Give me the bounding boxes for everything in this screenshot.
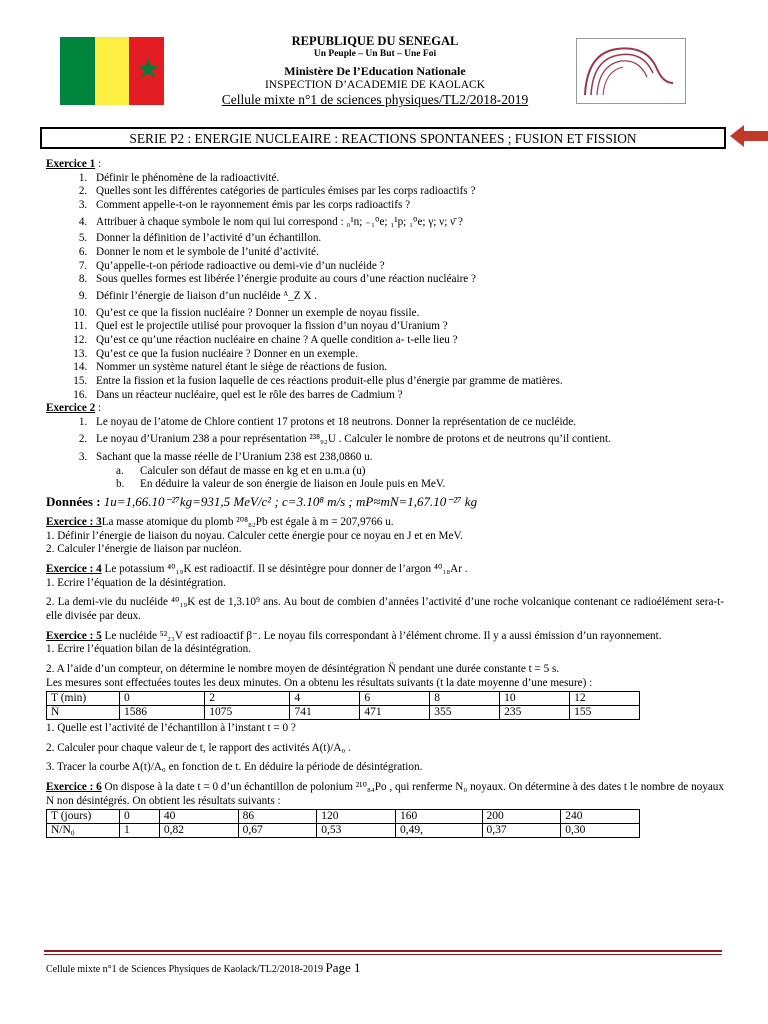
exercise-5-q5: 3. Tracer la courbe A(t)/A₀ en fonction de t. En déduire la période de désintégration. — [46, 761, 423, 774]
exercise-6-heading: Exercice : 6 — [46, 781, 102, 794]
table-cell: 0 — [120, 810, 160, 824]
table-row — [47, 824, 640, 838]
exercise-5-q1: 1. Ecrire l’équation bilan de la désintégration. — [46, 643, 252, 656]
exercise-5-q2b: Les mesures sont effectuées toutes les deux minutes. On a obtenu les résultats suivants (t la date moyenne d’une mesure) : — [46, 676, 593, 689]
list-item: 2. Le noyau d’Uranium 238 a pour représentation ²³⁸₉₂U . Calculer le nombre de protons et de neutrons qu’il contient. — [90, 433, 724, 447]
exercise-4-q2: 2. La demi-vie du nucléide ⁴⁰₁₉K est de 1,3.10⁹ ans. Au bout de combien d’années l’activité d’une roche volcanique contenant ce radioélément sera-t-elle divisée par deux. — [46, 596, 724, 622]
table-row — [47, 706, 640, 720]
table-cell: 40 — [159, 810, 238, 824]
exercise-3-heading: Exercice : 3 — [46, 515, 102, 528]
exercise-4-intro: Le potassium ⁴⁰₁₉K est radioactif. Il se désintègre pour donner de l’argon ⁴⁰₁₈Ar . — [101, 562, 468, 575]
table-cell: 0 — [120, 692, 205, 706]
table-cell: 0,49, — [396, 824, 482, 838]
list-item: 7. Qu’appelle-t-on période radioactive ou demi-vie d’un nucléide ? — [90, 260, 724, 274]
arrow-left-icon — [730, 125, 768, 147]
exercise-2-sub-a: a. Calculer son défaut de masse en kg et en u.m.a (u) — [116, 464, 366, 477]
exercise-5-q3: 1. Quelle est l’activité de l’échantillon à l’instant t = 0 ? — [46, 722, 296, 735]
exercise-2-data — [46, 494, 724, 510]
flag-yellow-band — [95, 37, 161, 105]
flag-green-band — [60, 37, 95, 105]
table-cell: N/N₀ — [47, 824, 120, 838]
list-item: 1. Le noyau de l’atome de Chlore contient 17 protons et 18 neutrons. Donner la représentation de ce nucléide. — [90, 416, 724, 430]
page-footer — [46, 960, 361, 976]
exercise-4-heading: Exercice : 4 — [46, 562, 102, 575]
header-motto: Un Peuple – Un But – Une Foi — [313, 49, 437, 60]
list-item: 13. Qu’est ce que la fusion nucléaire ? Donner en un exemple. — [90, 348, 724, 362]
data-values: 1u=1,66.10⁻²⁷kg=931,5 MeV/c² ; c=3.10⁸ m/s ; mP≈mN=1,67.10⁻²⁷ kg — [103, 494, 478, 510]
list-item: 6. Donner le nom et le symbole de l’unité d’activité. — [90, 246, 724, 260]
star-icon: ★ — [135, 54, 161, 85]
list-item: 15. Entre la fission et la fusion laquelle de ces réactions produit-elle plus d’énergie par gramme de matières. — [90, 375, 724, 389]
header-cell: Cellule mixte n°1 de sciences physiques/TL2/2018-2019 — [221, 92, 529, 108]
table-cell: 155 — [570, 706, 640, 720]
table-row — [47, 810, 640, 824]
exercise-5-intro: Le nucléide ⁵²₂₃V est radioactif β⁻. Le noyau fils correspondant à l’élément chrome. Il y a aussi émission d’un rayonnement. — [104, 629, 662, 642]
list-item: 12. Qu’est ce qu’une réaction nucléaire en chaine ? A quelle condition a- t-elle lieu ? — [90, 334, 724, 348]
table-cell: 0,30 — [561, 824, 640, 838]
senegal-flag — [60, 37, 164, 105]
list-item: 9. Définir l’énergie de liaison d’un nucléide ᴬ_Z X . — [90, 290, 724, 304]
exercise-5-q4: 2. Calculer pour chaque valeur de t, le rapport des activités A(t)/A₀ . — [46, 741, 351, 754]
exercise-5-intro-line — [46, 630, 724, 644]
table-cell: 8 — [430, 692, 500, 706]
table-cell: 0,53 — [317, 824, 396, 838]
list-item: 3. Comment appelle-t-on le rayonnement émis par les corps radioactifs ? — [90, 199, 724, 213]
exercise-3-intro-line — [46, 516, 724, 530]
table-cell: T (jours) — [47, 810, 120, 824]
footer-rule-thin — [44, 954, 722, 955]
exercise-3-q2: 2. Calculer l’énergie de liaison par nucléon. — [46, 543, 242, 556]
exercise-2-list — [46, 416, 724, 465]
exercise-2-heading: Exercice 2 — [46, 402, 96, 415]
list-item: 1. Définir le phénomène de la radioactivité. — [90, 172, 724, 186]
page-number: Page 1 — [325, 960, 361, 975]
exercise-5-table — [46, 691, 640, 720]
list-item: 3. Sachant que la masse réelle de l’Uranium 238 est 238,0860 u. — [90, 451, 724, 465]
table-cell: 10 — [500, 692, 570, 706]
data-label: Données : — [46, 494, 101, 510]
table-cell: 355 — [430, 706, 500, 720]
list-item: 2. Quelles sont les différentes catégories de particules émises par les corps radioactifs ? — [90, 185, 724, 199]
table-cell: 4 — [290, 692, 360, 706]
exercise-6-table — [46, 809, 640, 838]
footer-text: Cellule mixte n°1 de Sciences Physiques de Kaolack/TL2/2018-2019 — [46, 964, 326, 975]
list-item: 5. Donner la définition de l’activité d’un échantillon. — [90, 232, 724, 246]
exercise-3-q1: 1. Définir l’énergie de liaison du noyau. Calculer cette énergie pour ce noyau en J et en MeV. — [46, 529, 463, 542]
header-country: REPUBLIQUE DU SENEGAL — [291, 34, 459, 48]
exercise-5-q2: 2. A l’aide d’un compteur, on détermine le nombre moyen de désintégration N̈ pendant une durée constante t = 5 s. — [46, 662, 560, 675]
table-cell: 6 — [360, 692, 430, 706]
academy-logo — [576, 38, 686, 104]
table-cell: 0,82 — [159, 824, 238, 838]
exercise-6-intro-line — [46, 781, 724, 808]
exercise-3-intro: La masse atomique du plomb ²⁰⁸₈₂Pb est égale à m = 207,9766 u. — [101, 515, 394, 528]
footer-rule — [44, 950, 722, 952]
list-item: 4. Attribuer à chaque symbole le nom qui lui correspond : ₀¹n; ₋₁⁰e; ₁¹p; ₁⁰e; γ; ν; ν̄ ? — [90, 216, 724, 230]
table-cell: 235 — [500, 706, 570, 720]
exercise-5-heading: Exercice : 5 — [46, 629, 102, 642]
table-cell: 200 — [482, 810, 561, 824]
series-title: SERIE P2 : ENERGIE NUCLEAIRE : REACTIONS SPONTANEES ; FUSION ET FISSION — [40, 127, 726, 149]
list-item: 10. Qu’est ce que la fission nucléaire ? Donner un exemple de noyau fissile. — [90, 307, 724, 321]
table-cell: 0,67 — [238, 824, 317, 838]
table-cell: 2 — [205, 692, 290, 706]
exercise-4-intro-line — [46, 563, 724, 577]
table-cell: 240 — [561, 810, 640, 824]
exercise-1-list — [46, 172, 724, 403]
table-cell: 741 — [290, 706, 360, 720]
table-cell: 1586 — [120, 706, 205, 720]
table-row — [47, 692, 640, 706]
table-cell: 12 — [570, 692, 640, 706]
table-cell: T (min) — [47, 692, 120, 706]
table-cell: 160 — [396, 810, 482, 824]
list-item: 14. Nommer un système naturel étant le siège de réactions de fusion. — [90, 361, 724, 375]
list-item: 8. Sous quelles formes est libérée l’énergie produite au cours d’une réaction nucléaire ? — [90, 273, 724, 287]
table-cell: 1 — [120, 824, 160, 838]
header-inspection: INSPECTION D’ACADEMIE DE KAOLACK — [264, 79, 486, 92]
exercise-content: Exercice 1 : 1. Définir le phénomène de la radioactivité. 2. Quelles sont les différentes catégories de particules émises par les corps radioactifs ? 3. Comment appelle-t-on le rayonnement émis par les corps radioactifs ? 4. Attribuer à chaque symbole le nom qui lui correspond : ₀¹n; ₋₁⁰e; ₁¹p; ₁⁰e; γ; ν; ν̄ ? 5. Donner la définition de l’activité d’un échantillon. 6. Donner le nom et le symbole de l’unité d’activité. 7. Qu’appelle-t-on période radioactive ou demi-vie d’un nucléide ? 8. Sous quelles formes est libérée l’énergie produite au cours d’une réaction nucléaire ? 9. Définir l’énergie de liaison d’un nucléide ᴬ_Z X . 10. Qu’est ce que la fission nucléaire ? Donner un exemple de noyau fissile. 11. Quel est le projectile utilisé pour provoquer la fission d’un noyau d’Uranium ? 12. Qu’est ce qu’une réaction nucléaire en chaine ? A quelle condition a- t-elle lieu ? 13. Qu’est ce que la fusion nucléaire ? Donner en un exemple. 14. Nommer un système naturel étant le siège de réactions de fusion. 15. Entre la fission et la fusion laquelle de ces réactions produit-elle plus d’énergie par gramme de matières. 16. Dans un réacteur nucléaire, quel est le rôle des barres de Cadmium ? Exercice 2 : 1. Le noyau de l’atome de Chlore contient 17 protons et 18 neutrons. Donner la représentation de ce nucléide. 2. Le noyau d’Uranium 238 a pour représentation ²³⁸₉₂U . Calculer le nombre de protons et de neutrons qu’il contient. 3. Sachant que la masse réelle de l’Uranium 238 est 238,0860 u. a. Calculer son défaut de masse en kg et en u.m.a (u) b. En déduire la valeur de son énergie de liaison en Joule puis en MeV. Données : 1u=1,66.10⁻²⁷kg=931,5 MeV/c² ; c=3.10⁸ m/s ; mP≈mN=1,67.10⁻²⁷ kg Exercice : 3La masse atomique du plomb ²⁰⁸₈₂Pb est égale à m = 207,9766 u. 1. Définir l’énergie de liaison du noyau. Calculer cette énergie pour ce noyau en J et en MeV. 2. Calculer l’énergie de liaison par nucléon. Exercice : 4 Le potassium ⁴⁰₁₉K est radioactif. Il se désintègre pour donner de l’argon ⁴⁰₁₈Ar . 1. Ecrire l’équation de la désintégration. 2. La demi-vie du nucléide ⁴⁰₁₉K est de 1,3.10⁹ ans. Au bout de combien d’années l’activité d’une roche volcanique contenant ce radioélément sera-t-elle divisée par deux. Exercice : 5 Le nucléide ⁵²₂₃V est radioactif β⁻. Le noyau fils correspondant à l’élément chrome. Il y a aussi émission d’un rayonnement. 1. Ecrire l’équation bilan de la désintégration. 2. A l’aide d’un compteur, on détermine le nombre moyen de désintégration N̈ pendant une durée constante t = 5 s. Les mesures sont effectuées toutes les deux minutes. On a obtenu les résultats suivants (t la date moyenne d’une mesure) : T (min) 0 2 4 6 8 10 12 N̈ 1586 1075 741 471 355 235 155 1. Quelle est l’activité de l’échantillon à l’instant t = 0 ? 2. Calculer pour chaque valeur de t, le rapport des activités A(t)/A₀ . 3. Tracer la courbe A(t)/A₀ en fonction de t. En déduire la période de désintégration. Exercice : 6 On dispose à la date t = 0 d’un échantillon de polonium ²¹⁰₈₄Po , qui renferme N₀ noyaux. On détermine à des dates t le nombre de noyaux N non désintégrés. On obtient les résultats suivants : T (jours) 0 40 86 120 160 200 240 N/N₀ 1 0,82 0,67 0,53 0,49, 0,37 0,30 — [46, 158, 724, 840]
list-item: 16. Dans un réacteur nucléaire, quel est le rôle des barres de Cadmium ? — [90, 389, 724, 403]
exercise-4-q1: 1. Ecrire l’équation de la désintégration. — [46, 576, 226, 589]
exercise-6-intro: On dispose à la date t = 0 d’un échantillon de polonium ²¹⁰₈₄Po , qui renferme N₀ noyaux. On détermine à des dates t le nombre de noyaux N non désintégrés. On obtient les résultats suivants : — [46, 781, 724, 807]
table-cell: 471 — [360, 706, 430, 720]
document-header — [180, 34, 570, 109]
table-cell: 0,37 — [482, 824, 561, 838]
header-ministry: Ministère De l’Education Nationale — [284, 63, 466, 78]
list-item: 11. Quel est le projectile utilisé pour provoquer la fission d’un noyau d’Uranium ? — [90, 320, 724, 334]
table-cell: 1075 — [205, 706, 290, 720]
table-cell: 120 — [317, 810, 396, 824]
table-cell: N̈ — [47, 706, 120, 720]
exercise-2-sub-b: b. En déduire la valeur de son énergie de liaison en Joule puis en MeV. — [116, 478, 446, 491]
table-cell: 86 — [238, 810, 317, 824]
exercise-1-heading: Exercice 1 — [46, 158, 96, 170]
